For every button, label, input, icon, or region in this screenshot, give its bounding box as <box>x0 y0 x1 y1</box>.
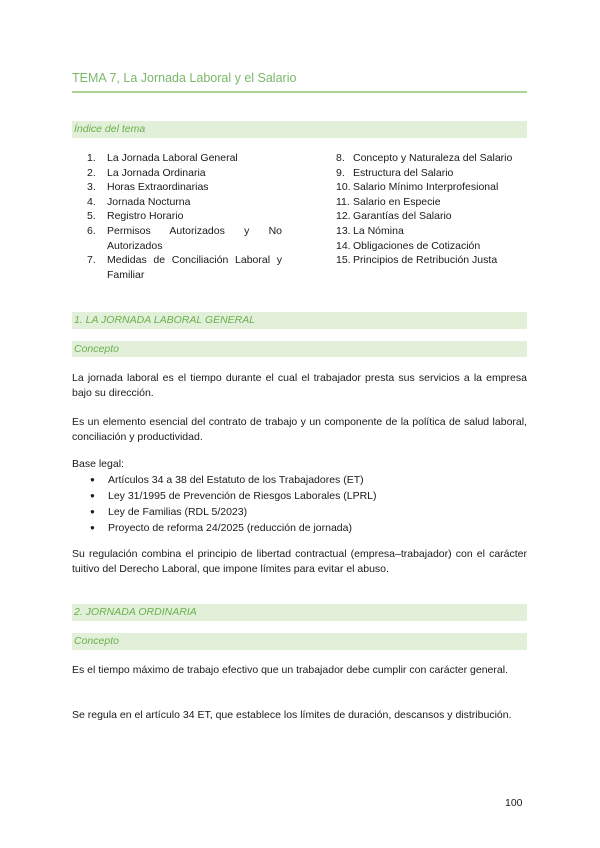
index-item: 4. Jornada Nocturna <box>87 195 191 208</box>
list-item: ● Proyecto de reforma 24/2025 (reducción de jornada) <box>90 520 377 536</box>
index-item: 5. Registro Horario <box>87 210 184 223</box>
index-item: 9. Estructura del Salario <box>336 166 454 179</box>
index-item: 3. Horas Extraordinarias <box>87 181 209 194</box>
index-heading: Índice del tema <box>72 121 527 138</box>
section-subheading: Concepto <box>72 633 527 650</box>
index-list-left <box>87 151 282 282</box>
index-item: 10. Salario Mínimo Interprofesional <box>336 181 499 194</box>
base-legal-label: Base legal: <box>72 458 124 470</box>
list-item: ● Ley de Familias (RDL 5/2023) <box>90 504 377 520</box>
section-subheading: Concepto <box>72 341 527 357</box>
title-divider <box>72 91 527 93</box>
page-title: TEMA 7, La Jornada Laboral y el Salario <box>72 71 297 85</box>
index-item: 7. Medidas de Conciliación Laboral y Familiar <box>87 254 282 281</box>
paragraph: Es un elemento esencial del contrato de trabajo y un componente de la política de salud laboral, conciliación y productividad. <box>72 416 527 443</box>
index-item: 2. La Jornada Ordinaria <box>87 166 206 179</box>
paragraph: Se regula en el artículo 34 ET, que establece los límites de duración, descansos y distribución. <box>72 709 512 721</box>
index-item: 14. Obligaciones de Cotización <box>336 239 481 252</box>
index-item: 13. La Nómina <box>336 224 404 237</box>
index-item: 1. La Jornada Laboral General <box>87 152 238 164</box>
section-heading: 1. LA JORNADA LABORAL GENERAL <box>72 312 527 329</box>
paragraph: Su regulación combina el principio de libertad contractual (empresa–trabajador) con el carácter tuitivo del Derecho Laboral, que impone límites para evitar el abuso. <box>72 548 527 575</box>
list-item: ● Ley 31/1995 de Prevención de Riesgos Laborales (LPRL) <box>90 488 377 504</box>
index-list-right <box>336 151 536 268</box>
index-item: 6. Permisos Autorizados y No Autorizados <box>87 224 282 252</box>
index-item: 12. Garantías del Salario <box>336 210 452 223</box>
index-item: 15. Principios de Retribución Justa <box>336 254 498 267</box>
index-item: 11. Salario en Especie <box>336 195 441 208</box>
index-item: 8. Concepto y Naturaleza del Salario <box>336 152 513 164</box>
section-heading: 2. JORNADA ORDINARIA <box>72 604 527 621</box>
legal-basis-list <box>90 472 377 536</box>
list-item: ● Artículos 34 a 38 del Estatuto de los Trabajadores (ET) <box>90 472 377 488</box>
page-number: 100 <box>505 797 523 809</box>
paragraph: La jornada laboral es el tiempo durante el cual el trabajador presta sus servicios a la empresa bajo su dirección. <box>72 372 527 399</box>
paragraph: Es el tiempo máximo de trabajo efectivo que un trabajador debe cumplir con carácter general. <box>72 664 508 676</box>
